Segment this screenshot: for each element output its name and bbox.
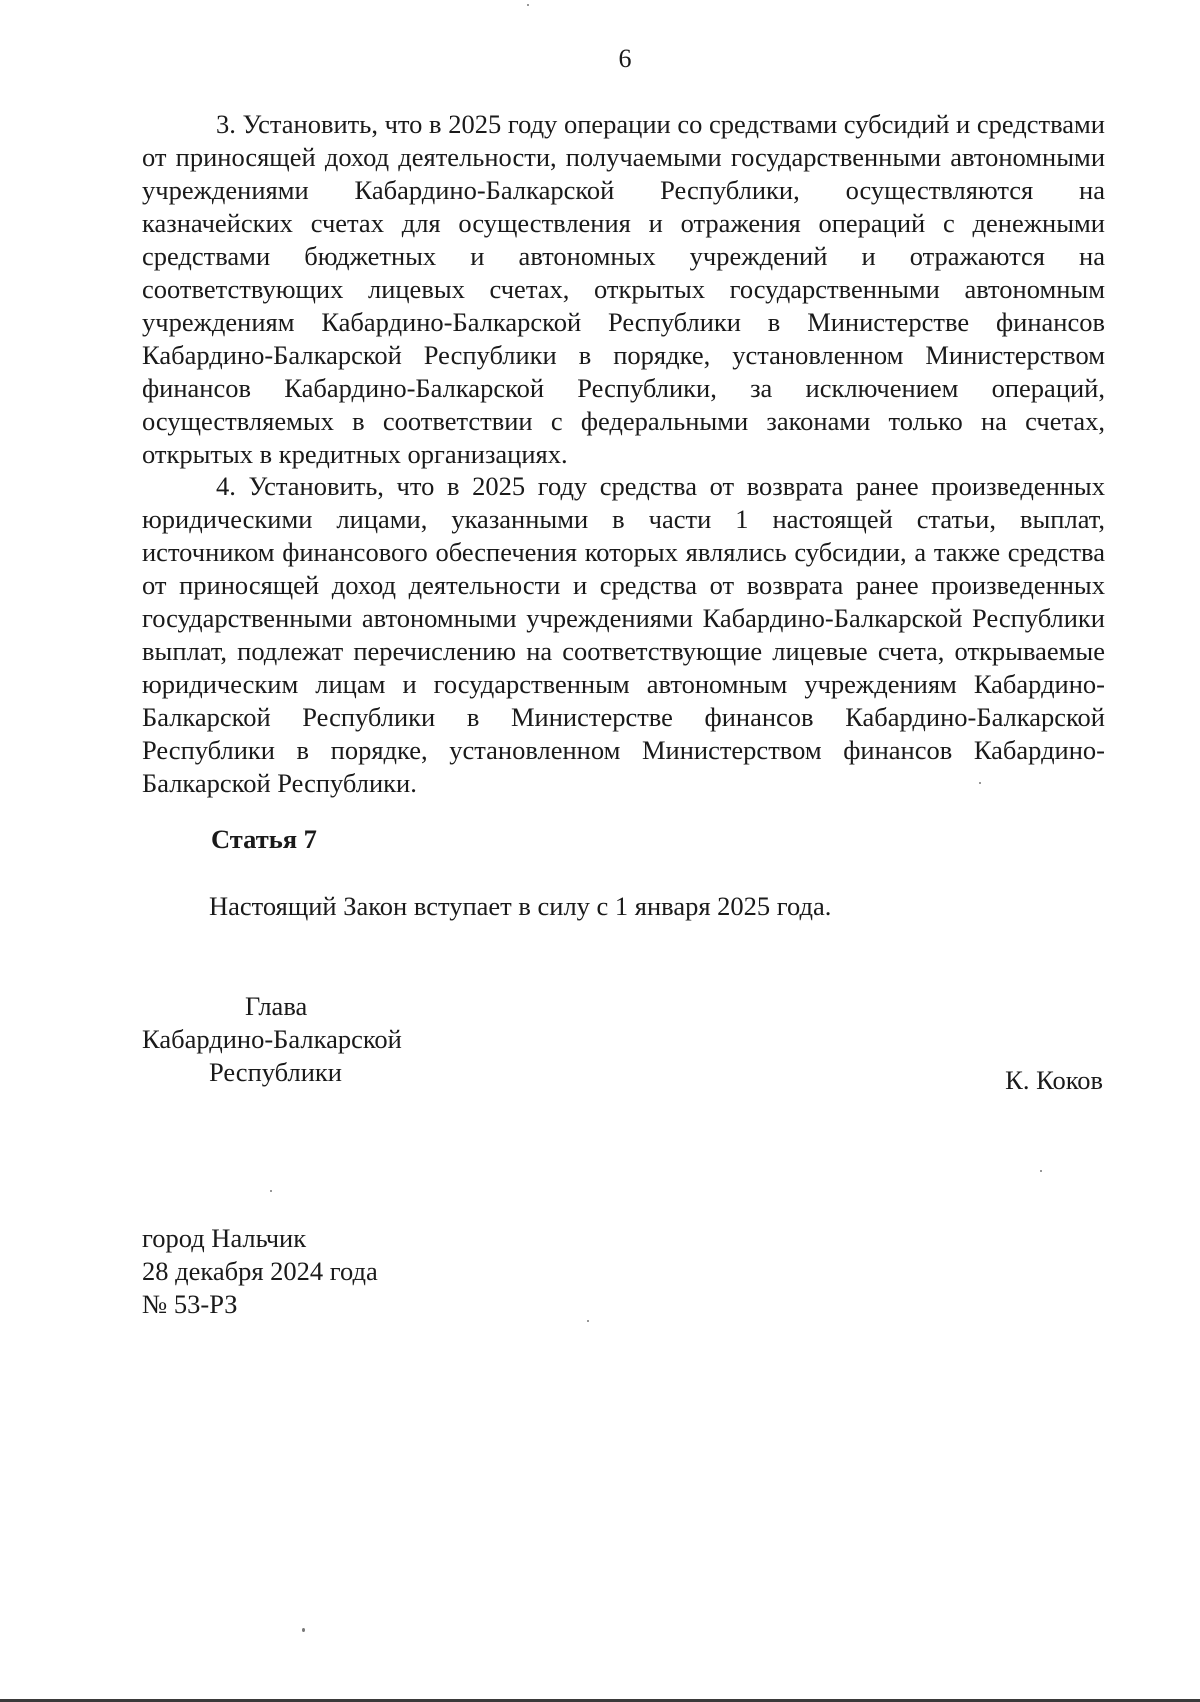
article-text: Настоящий Закон вступает в силу с 1 января 2025 года. [209,891,832,921]
paragraph-4 [142,470,1105,800]
enactment-details [142,1222,378,1321]
paragraph-3 [142,108,1105,471]
signatory-position-line-1: Глава [245,991,308,1021]
signatory-name: К. Коков [1005,1065,1103,1095]
scan-speck [527,4,529,6]
scan-speck [302,1628,305,1632]
scan-speck [587,1320,589,1322]
scan-speck [270,1190,272,1192]
enactment-number: № 53-РЗ [142,1289,238,1319]
paragraph-3-text: 3. Установить, что в 2025 году операции со средствами субсидий и средствами от приносящей доход деятельности, получаемыми государственными автономными учреждениями Кабардино-Балкарской Республики, осуществляются на казначейских счетах для осуществления и отражения операций с денежными средствами бюджетных и автономных учреждений и отражаются на соответствующих лицевых счетах, открытых государственными автономным учреждениям Кабардино-Балкарской Республики в Министерстве финансов Кабардино-Балкарской Республики в порядке, установленном Министерством финансов Кабардино-Балкарской Республики, за исключением операций, осуществляемых в соответствии с федеральными законами только на счетах, открытых в кредитных организациях. [142,109,1105,469]
article-title: Статья 7 [211,824,317,854]
signatory-position-line-2: Кабардино-Балкарской [142,1024,402,1054]
signatory-position [142,990,442,1089]
scan-speck [979,782,981,784]
paragraph-4-text: 4. Установить, что в 2025 году средства от возврата ранее произведенных юридическими лицами, указанными в части 1 настоящей статьи, выплат, источником финансового обеспечения которых являлись субсидии, а также средства от приносящей доход деятельности и средства от возврата ранее произведенных государственными автономными учреждениями Кабардино-Балкарской Республики выплат, подлежат перечислению на соответствующие лицевые счета, открываемые юридическим лицам и государственным автономным учреждениям Кабардино-Балкарской Республики в Министерстве финансов Кабардино-Балкарской Республики в порядке, установленном Министерством финансов Кабардино-Балкарской Республики. [142,471,1105,798]
enactment-place: город Нальчик [142,1223,307,1253]
page-number: 6 [618,44,632,73]
enactment-date: 28 декабря 2024 года [142,1256,378,1286]
signatory-position-line-3: Республики [209,1057,342,1087]
scan-speck [1040,1170,1042,1172]
